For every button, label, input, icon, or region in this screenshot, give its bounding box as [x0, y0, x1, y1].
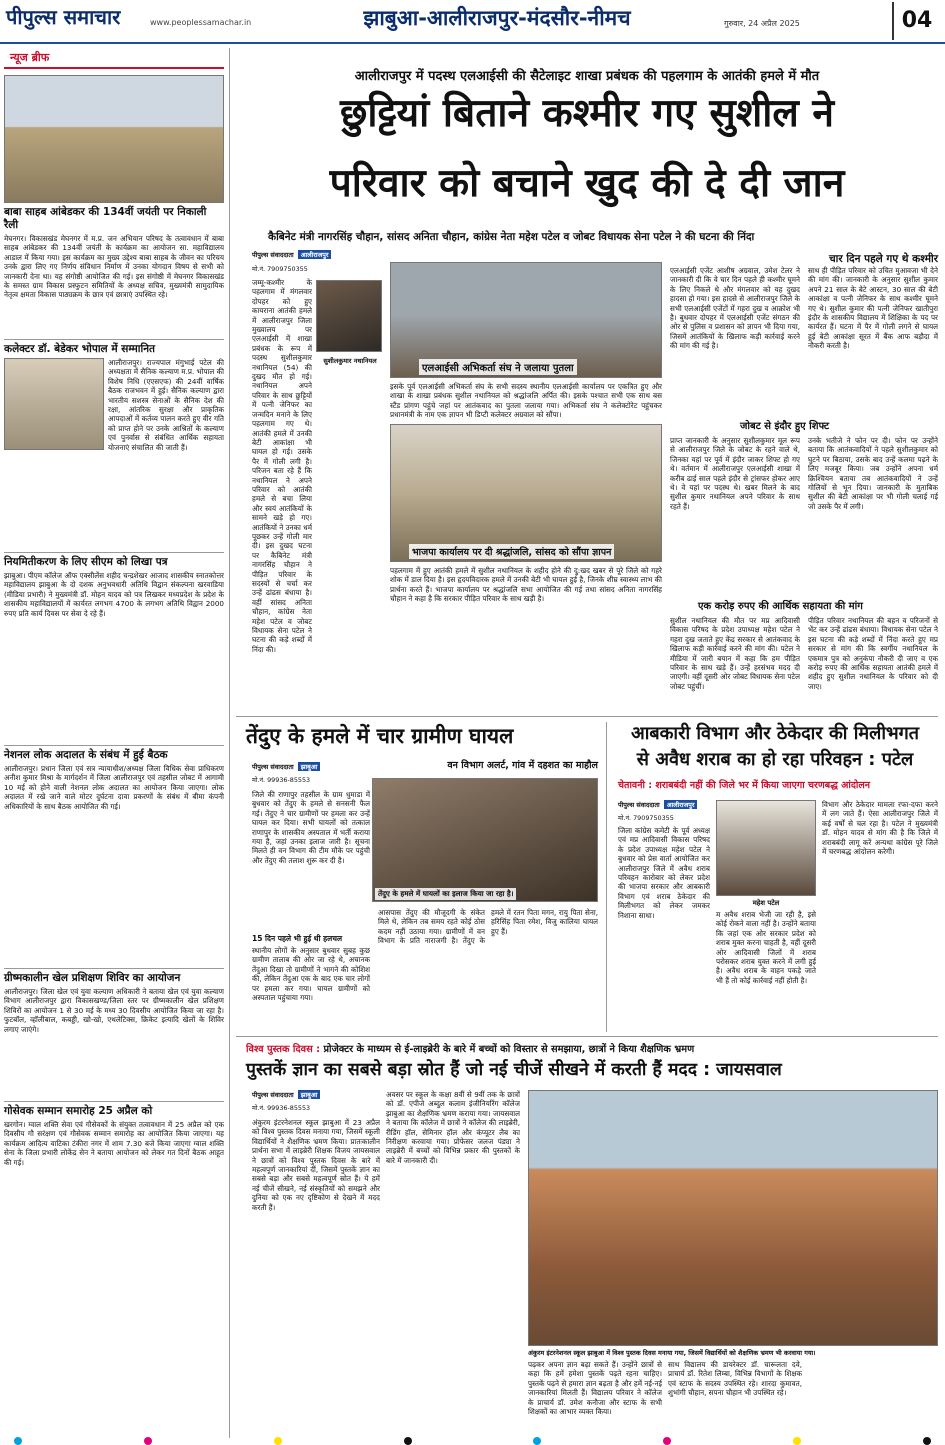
rally-photo	[4, 75, 224, 203]
leopard-mobile: मो.नं. 99936-85553	[252, 776, 311, 784]
lead-col1-text: जम्मू-कश्मीर के पहलगाम में मंगलवार दोपहर को हुए कायराना आतंकी हमले में आलीराजपुर जिला मुख्यालय पर एलआईसी में शाखा प्रबंधक के रूप में पदस्थ सुशीलकुमार नथानियल (54) की दुखद मौत हो गई। नथानियल अपने परिवार के साथ छुट्टियों में पत्नी जेनिफर का जन्मदिन मनाने के लिए पहलगाम गए थे। आतंकी हमले में उनकी बेटी आकांक्षा भी घायल हो गई। उसके पैर में गोली लगी है। परिजन बता रहे हैं कि नथानियल ने अपने परिवार को आतंकी हमले से बचा लिया और स्वयं आतंकियों के सामने खड़े हो गए। आतंकियों ने उनका धर्म पूछकर उन्हें गोली मार दी। इस दुखद घटना पर कैबिनेट मंत्री नागरसिंह चौहान ने पीड़ित परिवार के सदस्यों से चर्चा कर उन्हें ढांढस बंधाया है। वहीं सांसद अनिता चौहान, कांग्रेस नेता महेश पटेल व जोबट विधायक सेना पटेल ने घटना की कड़े शब्दों में निंदा की।	[252, 278, 312, 654]
indore-shift-subhead: जोबट से इंदौर हुए शिफ्ट	[740, 421, 830, 432]
leopard-headline: तेंदुए के हमले में चार ग्रामीण घायल	[246, 724, 514, 748]
regularization-headline: नियमितीकरण के लिए सीएम को लिखा पत्र	[4, 552, 224, 569]
library-byline-name: पीपुल्स संवाददाता	[252, 1091, 294, 1099]
lead-byline-name: पीपुल्स संवाददाता	[252, 251, 294, 259]
leopard-byline-name: पीपुल्स संवाददाता	[252, 763, 294, 771]
mahesh-patel-caption: महेश पटेल	[752, 899, 780, 907]
library-mobile: मो.नं. 99936-85553	[252, 1104, 311, 1112]
regularization-body: झाबुआ। पीएम कॉलेज ऑफ एक्सीलेंस शहीद चन्द्रशेखर आजाद शासकीय स्नातकोत्तर महाविद्यालय झाबुआ के दो दशक अनुभवधारी अतिथि विद्वान संकल्पना खरवाडिया (मीडिया प्रभारी) ने मुख्यमंत्री डॉ. मोहन यादव को पत्र लिखकर मध्यप्रदेश के प्रदेश के शासकीय महाविद्यालयों में कार्यरत लगभग 4700 के लगभग अतिथि विद्वान 2000 रुपए प्रति कार्य दिवस पर सेवा दे रहे हैं।	[4, 571, 224, 618]
excise-headline-line2: से अवैध शराब का हो रहा परिवहन : पटेल	[636, 749, 914, 770]
website-url[interactable]: www.peoplessamachar.in	[150, 18, 252, 27]
lead-col4a: साथ ही पीड़ित परिवार को उचित मुआवजा भी देने की मांग की। जानकारी के अनुसार सुशील कुमार अपने 21 साल के बेटे आस्टन, 30 साल की बेटी आकांक्षा व पत्नी जेनिफर के साथ कश्मीर घूमने गए थे। सुशील कुमार की पत्नी जेनिफर खातीपुरा इंदौर के शासकीय विद्यालय में शिक्षिका के पद पर कार्यरत हैं। घटना में पैर में गोली लगने से घायल हुई बेटी आकांक्षा सूरत में बैंक आफ बड़ौदा में नौकरी करती है।	[808, 266, 938, 351]
rally-body: मेघनगर। विकासखंड मेघनगर में म.प्र. जन अभियान परिषद के तत्वावधान में बाबा साहब आंबेडकर की 134वीं जयंती के कार्यक्रम का आयोजन सा. महाविद्यालय आडाल में किया गया। इस कार्यक्रम का मुख्य उद्देश्य बाबा साहब के जीवन का परिचय उनके द्वारा लिए गए निर्णय संविधान निर्माण में उनका योगदान विषय से सभी को जानकारी देना था। यह संगोष्ठी आयोजित की गई। इस संगोष्ठी में मेघनगर विकासखंड के समस्त ग्राम विकास प्रस्फुटन समितियों के अध्यक्ष सचिव, मुख्यमंत्री सामुदायिक नेतृत्व क्षमता विकास पाठ्यक्रम के छात्र एवं छात्राएं उपस्थित रहे।	[4, 234, 224, 300]
lead-col3b: प्राप्त जानकारी के अनुसार सुशीलकुमार मूल रूप से आलीराजपुर जिले के जोबट के रहने वाले थे, जिनका यहां पर पूर्व में इंदौर जाकर शिफ्ट हो गए थे। वर्तमान में आलीराजपुर एलआईसी शाखा में करीब ढाई साल पहले इंदौर से ट्रांसफर होकर आए थे। वे यहां पर पदस्थ थे। खबर मिलने के बाद सुशील कुमार नथानियल अपने परिवार के साथ रहते हैं।	[670, 436, 800, 511]
lead-sidehead: चार दिन पहले गए थे कश्मीर	[829, 253, 938, 265]
print-registration-marks	[0, 1436, 945, 1445]
leopard-subhead2: 15 दिन पहले भी हुई थी हलचल	[252, 934, 343, 943]
masthead	[0, 0, 945, 44]
excise-byline-place: आलीराजपुर	[664, 800, 698, 809]
rally-headline: बाबा साहब आंबेडकर की 134वीं जयंती पर निकाली रैली	[4, 206, 207, 231]
collector-photo	[4, 358, 104, 450]
gosevak-headline: गोसेवक सम्मान समारोह 25 अप्रैल को	[4, 1101, 224, 1118]
news-brief-column	[4, 48, 224, 1433]
victim-portrait-caption: सुशीलकुमार नथानियल	[323, 357, 377, 365]
effigy-text: इसके पूर्व एलआईसी अभिकर्ता संघ के सभी सदस्य स्थानीय एलआईसी कार्यालय पर एकत्रित हुए और शाखा के शाखा प्रबंधक सुशील नथानियल को श्रद्धांजलि अर्पित की। इसके पश्चात सभी एक साथ बस स्टैंड प्रांगण पहुंचे जहां पर आतंकवाद का पुतला जलाया गया। अभिकर्ता संघ ने कलेक्टोरेट पहुंचकर प्रधानमंत्री के नाम एक ज्ञापन भी डिप्टी कलेक्टर अग्रवाल को सौंपा।	[390, 382, 662, 420]
logo: पीपुल्स समाचार	[6, 5, 121, 29]
lok-adalat-headline: नेशनल लोक अदालत के संबंध में हुई बैठक	[4, 745, 224, 762]
bjp-tribute-caption: भाजपा कार्यालय पर दी श्रद्धांजलि, सांसद को सौंपा ज्ञापन	[409, 544, 614, 559]
excise-byline	[618, 800, 697, 809]
effigy-caption: एलआईसी अभिकर्ता संघ ने जलाया पुतला	[419, 359, 577, 375]
lead-mobile: मो.नं. 7909750355	[252, 265, 308, 273]
effigy-photo	[390, 262, 662, 378]
sports-camp-body: आलीराजपुर। जिला खेल एवं युवा कल्याण अधिकारी ने बताया खेल एवं युवा कल्याण विभाग आलीराजपुर द्वारा विकासखण्ड/जिला स्तर पर ग्रीष्मकालीन खेल प्रशिक्षण शिविरों का आयोजन 1 से 30 मई के मध्य 30 दिवसीय आयोजित किया जा रहा है। फुटबॉल, व्हॉलीबाल, कबड्डी, खो-खो, एथलेटिक्स, क्रिकेट इत्यादि खेलों के शिविर लगाए जाएंगे।	[4, 987, 224, 1034]
excise-warning-label: चेतावनी	[618, 780, 645, 791]
leopard-photo-caption: तेंदुए के हमले में घायलों का इलाज किया जा रहा है।	[375, 888, 516, 900]
lead-col4c: पीड़ित परिवार नथानियल की बहन व परिजनों से भेंट कर उन्हें ढांढस बंधाया। विधायक सेना पटेल ने इस घटना की कड़े शब्दों में निंदा करते हुए मप्र सरकार से मांग की कि स्वर्गीय नथानियल के एकमात्र पुत्र को अनुकंपा नौकरी दी जाए व एक करोड़ रुपए की आर्थिक सहायता आतंकी हमले में शहीद हुए सुशील नथानियल के परिवार को दी जाए।	[808, 616, 938, 691]
library-col4: साथ विद्यालय की डायरेक्टर डॉ. चारूलता दवे, प्राचार्य डॉ. रितेश लिम्बा, विभिन्न विभागों के शिक्षक एवं स्टाफ के सदस्य उपस्थित रहे। शारदा कुमावत, शुभांगी चौहान, सपना चौहान भी उपस्थित रहे।	[668, 1360, 802, 1398]
bjp-tribute-text: पहलगाम में हुए आतंकी हमले में सुशील नथानियल के शहीद होने की दु:खद खबर से पूरे जिले को गहरे शोक में डाल दिया है। इस हृदयविदारक हमले में उनकी बेटी भी घायल हुई है, जिनके शीघ्र स्वास्थ्य लाभ की प्रार्थना करते हैं। भाजपा कार्यालय पर श्रद्धांजलि सभा आयोजित की गई तथा सांसद अनिता नागरसिंह चौहान ने कहा है कि सरकार पीड़ित परिवार के साथ खड़ी है।	[390, 566, 662, 604]
lead-col1	[252, 278, 382, 706]
lead-headline-line2: परिवार को बचाने खुद की दे दी जान	[329, 161, 845, 206]
lead-byline-place: आलीराजपुर	[298, 250, 332, 259]
news-brief-label: न्यूज ब्रीफ	[4, 48, 224, 69]
mahesh-patel-portrait	[716, 800, 816, 896]
library-col1: अंकुरम इंटरनेशनल स्कूल झाबुआ में 23 अप्रैल को विश्व पुस्तक दिवस मनाया गया, जिसमें स्कूली विद्यार्थियों ने शैक्षणिक भ्रमण किया। प्रातःकालीन प्रार्थना सभा में लाइब्रेरी शिक्षक विजय जायसवाल ने छात्रों को विश्व पुस्तक दिवस के बारे में महत्वपूर्ण जानकारियां दीं, जिसमें पुस्तकें ज्ञान का सबसे बड़ा और सबसे महत्वपूर्ण स्रोत हैं। ये हमें नई चीजें सीखने, नई संस्कृतियों को समझने और दुनिया को एक नए दृष्टिकोण से देखने में मदद करती हैं।	[252, 1118, 380, 1212]
excise-mobile: मो.नं. 7909750355	[618, 814, 674, 822]
excise-col2: म अवैध शराब भेजी जा रही है, इसे कोई रोकने वाला नहीं है। उन्होंने बताया कि जहां एक ओर सरकार प्रदेश को शराब मुक्त करना चाहती है, वहीं दूसरी ओर आदिवासी जिलों में शराब परोसकर शराब युक्त करने में लगी हुई है। अवैध शराब के वाहन पकड़े जाते भी हैं तो कोई कार्रवाई नहीं होती है।	[716, 910, 816, 985]
library-headline: पुस्तकें ज्ञान का सबसे बड़ा स्रोत हैं जो नई चीजें सीखने में करती हैं मदद : जायसवाल	[246, 1060, 782, 1080]
library-byline	[252, 1090, 320, 1099]
school-group-photo	[528, 1090, 938, 1346]
section-title: झाबुआ-आलीराजपुर-मंदसौर-नीमच	[363, 6, 631, 30]
leopard-byline-place: झाबुआ	[298, 762, 321, 771]
aid-subhead: एक करोड़ रुपए की आर्थिक सहायता की मांग	[698, 601, 863, 612]
lok-adalat-body: आलीराजपुर। प्रधान जिला एवं सत्र न्यायाधीश/अध्यक्ष जिला विधिक सेवा प्राधिकरण अनीश कुमार मिश्रा के मार्गदर्शन में जिला आलीराजपुर एवं तहसील जोबट में आगामी 10 मई को होने वाली नेशनल लोक अदालत का आयोजन किया जाएगा। लोक अदालत में रखे जाने वाले मोटर दुर्घटना दावा प्रकरणों के संबंध में बीमा कंपनी अधिकारियों के साथ बैठक आयोजित की गई।	[4, 764, 224, 811]
victim-portrait	[316, 280, 382, 365]
lead-col4b: उनके भतीजे ने फोन पर दी। फोन पर उन्होंने बताया कि आतंकवादियों ने पहले सुशीलकुमार को घुटने पर बिठाया, उसके बाद उन्हें कलमा पढ़ने के लिए मजबूर किया। जब उन्होंने अपना धर्म क्रिश्चियन बताया तब आतंकवादियों ने उन्हें गोलियों से भून दिया। जानकारी के मुताबिक सुशील की बेटी आकांक्षा पर भी गोली चलाई गई जो उसके पैर में लगी।	[808, 436, 938, 511]
leopard-subhead: वन विभाग अलर्ट, गांव में दहशत का माहौल	[447, 760, 598, 771]
lead-byline	[252, 250, 331, 259]
excise-warning-text: शराबबंदी नहीं की जिले भर में किया जाएगा चरणबद्ध आंदोलन	[655, 780, 871, 791]
excise-byline-name: पीपुल्स संवाददाता	[618, 801, 660, 809]
school-photo-caption: अंकुरम इंटरनेशनल स्कूल झाबुआ में विश्व पुस्तक दिवस मनाया गया, जिसमें विद्यार्थियों को शैक्षणिक भ्रमण भी करवाया गया।	[528, 1349, 816, 1357]
library-col5-blank	[808, 1360, 938, 1428]
leopard-col3: आसपास तेंदुए की मौजूदगी के संकेत मिले थे, लेकिन तब समय रहते कोई ठोस कदम नहीं उठाया गया। ग्रामीणों में वन विभाग के प्रति नाराजगी है। तेंदुए के हमले में रतन पिता मगन, रायु पिता सेना, हरिसिंह पिता रमेश, विजु कालिया घायल हुए हैं।	[378, 908, 598, 946]
issue-date: गुरुवार, 24 अप्रैल 2025	[724, 19, 800, 28]
excise-headline-line1: आबकारी विभाग और ठेकेदार की मिलीभगत	[630, 723, 920, 744]
lead-col3a: एलआईसी एजेंट आशीष अग्रवाल, उमेश टेलर ने जानकारी दी कि वे चार दिन पहले ही कश्मीर घूमने के लिए निकले थे और मंगलवार को यह दुखद हादसा हो गया। इस हादसे से आलीराजपुर जिले के सभी एलआईसी एजेंटों में गहरा दुख व आक्रोश भी है। बुधवार दोपहर में एलआईसी एजेंट संगठन की ओर से पुलिस व प्रशासन को ज्ञापन भी दिया गया, जिसमें आतंकियों के खिलाफ कड़ी कार्रवाई करने की मांग की गई है।	[670, 266, 800, 351]
leopard-col1: जिले की राणापुर तहसील के ग्राम धुमाडा में बुधवार को तेंदुए के हमले से सनसनी फैल गई। तेंदुए ने चार ग्रामीणों पर हमला कर उन्हें घायल कर दिया। सभी घायलों को तत्काल राणापुर के शासकीय अस्पताल में भर्ती कराया गया है, जहां उनका इलाज जारी है। सूचना मिलते ही वन विभाग की टीम मौके पर पहुंची और तेंदुए की तलाश शुरू कर दी है।	[252, 790, 370, 865]
lead-col3c: सुशील नथानियल की मौत पर मप्र आदिवासी विकास परिषद के प्रदेश उपाध्यक्ष महेश पटेल ने गहरा दुख जताते हुए केंद्र सरकार से आतंकवाद के खिलाफ कड़ी कार्रवाई करने की मांग की। पटेल ने मीडिया में जारी बयान में कहा कि हम पीड़ित परिवार के साथ खड़े हैं। उन्हें हरसंभव मदद दी जाएगी। वहीं दूसरी ओर जोबट विधायक सेना पटेल जोबट पहुंचीं।	[670, 616, 800, 691]
leopard-col2: स्थानीय लोगों के अनुसार बुधवार सुबह कुछ ग्रामीण तालाब की ओर जा रहे थे, अचानक तेंदुआ दिखा तो ग्रामीणों ने भागने की कोशिश की, लेकिन तेंदुआ एक के बाद एक चार लोगों पर हमला कर गया। घायल ग्रामीणों को अस्पताल पहुंचाया गया।	[252, 946, 370, 1003]
library-kicker: विश्व पुस्तक दिवस : प्रोजेक्टर के माध्यम से ई-लाइब्रेरी के बारे में बच्चों को विस्तार से समझाया, छात्रों ने किया शैक्षणिक भ्रमण	[246, 1044, 695, 1055]
page-number: 04	[892, 2, 940, 40]
library-kicker-text: प्रोजेक्टर के माध्यम से ई-लाइब्रेरी के बारे में बच्चों को विस्तार से समझाया, छात्रों ने किया शैक्षणिक भ्रमण	[323, 1044, 695, 1055]
sports-camp-headline: ग्रीष्मकालीन खेल प्रशिक्षण शिविर का आयोजन	[4, 968, 224, 985]
excise-col1: जिला कांग्रेस कमेटी के पूर्व अध्यक्ष एवं मप्र आदिवासी विकास परिषद के प्रदेश उपाध्यक्ष महेश पटेल ने बुधवार को प्रेस वार्ता आयोजित कर आलीराजपुर जिले में अवैध शराब परिवहन कारोबार को लेकर प्रदेश की भाजपा सरकार और आबकारी विभाग एवं शराब ठेकेदार की मिलीभगत को लेकर जमकर निशाना साधा।	[618, 826, 710, 920]
library-col2: अवसर पर स्कूल के कक्षा 8वीं से 9वीं तक के छात्रों को डॉ. एपीजे अब्दुल कलाम इंजीनियरिंग कॉलेज झाबुआ का शैक्षणिक भ्रमण कराया गया। जायसवाल ने बताया कि कॉलेज में छात्रों ने कॉलेज की लाइब्रेरी, रीडिंग हॉल, सेमिनार हॉल और कंप्यूटर लैब का निरीक्षण करवाया गया। प्रोफेसर जलज पंड्या ने लाइब्रेरी में बच्चों को विभिन्न प्रकार की पुस्तकों के बारे में जानकारी दी।	[386, 1090, 520, 1165]
gosevak-body: खरगोन। ग्वाल शक्ति सेवा एवं गौसेवकों के संयुक्त तत्वावधान में 25 अप्रैल को एक दिवसीय गौ सरंक्षण एवं गौसेवक सम्मान समारोह का आयोजित किया जाएगा। यह कार्यक्रम आदित्य वाटिका टंकीरा नगर में शाम 7.30 बजे किया जाएगा ग्वाल शक्ति सेना के जिला प्रभारी लोकेंद्र सेन ने बताया आयोजन को लेकर गत दिनों बैठक आहूत की गई।	[4, 1120, 224, 1167]
lead-kicker: आलीराजपुर में पदस्थ एलआईसी की सैटेलाइट शाखा प्रबंधक की पहलगाम के आतंकी हमले में मौत	[354, 69, 820, 84]
leopard-injured-photo	[372, 778, 598, 902]
collector-body: आलीराजपुर। राज्यपाल मंगुभाई पटेल की अध्यक्षता में सैनिक कल्याण म.प्र. भोपाल की विशेष निधि (एएसएफ) की 24वीं वार्षिक बैठक राजभवन में हुई। सैनिक कल्याण द्वारा भारतीय सशस्त्र सेनाओं के सैनिक देश की रक्षा, आंतरिक सुरक्षा और प्राकृतिक आपदाओं में कर्तव्य पालन करते हुए वीर गति को प्राप्त होने पर उनके आश्रितों के कल्याण एवं पुनर्वास से संबंधित आर्थिक सहायता योजनाएं संचालित की जाती हैं।	[108, 358, 224, 452]
library-byline-place: झाबुआ	[298, 1090, 321, 1099]
lead-subhead: कैबिनेट मंत्री नागरसिंह चौहान, सांसद अनिता चौहान, कांग्रेस नेता महेश पटेल व जोबट विधायक सेना पटेल ने की घटना की निंदा	[268, 231, 755, 243]
excise-warning: चेतावनी : शराबबंदी नहीं की जिले भर में किया जाएगा चरणबद्ध आंदोलन	[618, 780, 871, 791]
library-col3: पढ़कर अपना ज्ञान बढ़ा सकते हैं। उन्होंने छात्रों से कहा कि हमें हमेशा पुस्तकें पढ़ते रहना चाहिए। पुस्तकें पढ़ने से हमारा ज्ञान बढ़ता है और हमें नई-नई जानकारियां मिलती हैं। विद्यालय परिवार ने कॉलेज के प्राचार्य डॉ. उमेश कनौजा और स्टाफ के सभी शिक्षकों का आभार व्यक्त किया।	[528, 1360, 662, 1417]
lead-headline-line1: छुट्टियां बिताने कश्मीर गए सुशील ने	[340, 91, 834, 136]
library-kicker-label: विश्व पुस्तक दिवस	[246, 1044, 313, 1055]
bjp-tribute-photo	[390, 424, 662, 562]
excise-col3: विभाग और ठेकेदार मामला रफा-दफा करने में लग जाते हैं। ऐसा आलीराजपुर जिले में कई वर्षों से चल रहा है। पटेल ने मुख्यमंत्री डॉ. मोहन यादव से मांग की है कि जिले में शराबबंदी लागू करें अन्यथा कांग्रेस पूरे जिले में चरणबद्ध आंदोलन करेगी।	[822, 800, 938, 857]
collector-headline: कलेक्टर डॉ. बेडेकर भोपाल में सम्मानित	[4, 339, 224, 356]
leopard-byline	[252, 762, 320, 771]
